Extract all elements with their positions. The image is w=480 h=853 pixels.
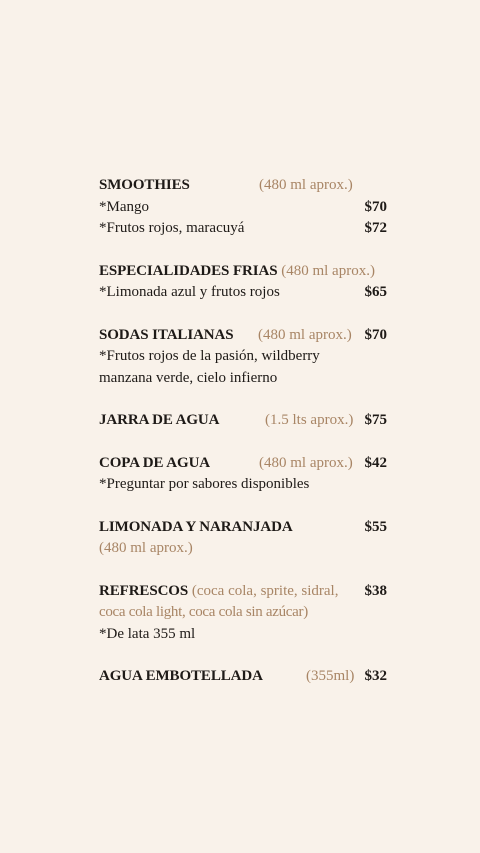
section-header: [99, 325, 389, 347]
section-title: SODAS ITALIANAS: [99, 326, 234, 343]
section-title: COPA DE AGUA: [99, 454, 211, 471]
section-title: ESPECIALIDADES FRIAS: [99, 262, 278, 279]
section-note: (480 ml aprox.): [281, 262, 375, 279]
item-price: $70: [364, 198, 387, 215]
section-price: $55: [364, 518, 387, 535]
section-header: [99, 261, 389, 283]
item-name: *Mango: [99, 198, 149, 215]
section-note: (480 ml aprox.): [259, 177, 353, 193]
description-line: *De lata 355 ml: [99, 625, 196, 642]
section-title: LIMONADA Y NARANJADA: [99, 518, 293, 535]
section-header: [99, 581, 389, 603]
description-line: *Frutos rojos de la pasión, wildberry: [99, 348, 320, 364]
section-note: coca cola light, coca cola sin azúcar): [99, 604, 308, 620]
description-line: *Preguntar por sabores disponibles: [99, 476, 310, 492]
section-note-row: [99, 602, 389, 624]
section-title: JARRA DE AGUA: [99, 412, 220, 428]
drinks-menu: [99, 175, 389, 709]
section-jarra: [99, 410, 389, 432]
item-price: $72: [364, 220, 387, 236]
section-header: [99, 517, 389, 539]
section-header: [99, 453, 389, 475]
section-smoothies: [99, 175, 389, 240]
section-agua: [99, 666, 389, 688]
item-description: [99, 624, 389, 646]
item-description: [99, 368, 389, 390]
description-line: manzana verde, cielo infierno: [99, 369, 278, 386]
section-note: (480 ml aprox.): [259, 454, 353, 471]
section-header: [99, 410, 389, 432]
item-name: *Frutos rojos, maracuyá: [99, 220, 245, 236]
section-header: [99, 175, 389, 197]
item-price: $65: [364, 284, 387, 300]
section-note: (355ml): [306, 668, 355, 684]
section-copa: [99, 453, 389, 496]
section-note: (480 ml aprox.): [99, 540, 193, 556]
section-note: (480 ml aprox.): [258, 326, 352, 343]
section-price: $75: [364, 412, 387, 428]
section-note: (coca cola, sprite, sidral,: [191, 582, 339, 599]
menu-item: [99, 282, 389, 304]
item-description: [99, 474, 389, 496]
item-description: [99, 346, 389, 368]
section-especialidades: [99, 261, 389, 304]
menu-item: [99, 218, 389, 240]
section-limonada: [99, 517, 389, 560]
section-sodas: [99, 325, 389, 390]
section-refrescos: [99, 581, 389, 646]
section-title: AGUA EMBOTELLADA: [99, 668, 263, 684]
section-note: (1.5 lts aprox.): [265, 412, 354, 428]
section-price: $32: [364, 668, 387, 684]
section-price: $42: [364, 454, 387, 471]
section-title: REFRESCOS: [99, 582, 189, 599]
section-note-row: [99, 538, 389, 560]
section-price: $70: [364, 326, 387, 343]
item-name: *Limonada azul y frutos rojos: [99, 284, 280, 300]
section-header: [99, 666, 389, 688]
section-title: SMOOTHIES: [99, 177, 190, 193]
menu-item: [99, 197, 389, 219]
section-price: $38: [364, 582, 387, 599]
